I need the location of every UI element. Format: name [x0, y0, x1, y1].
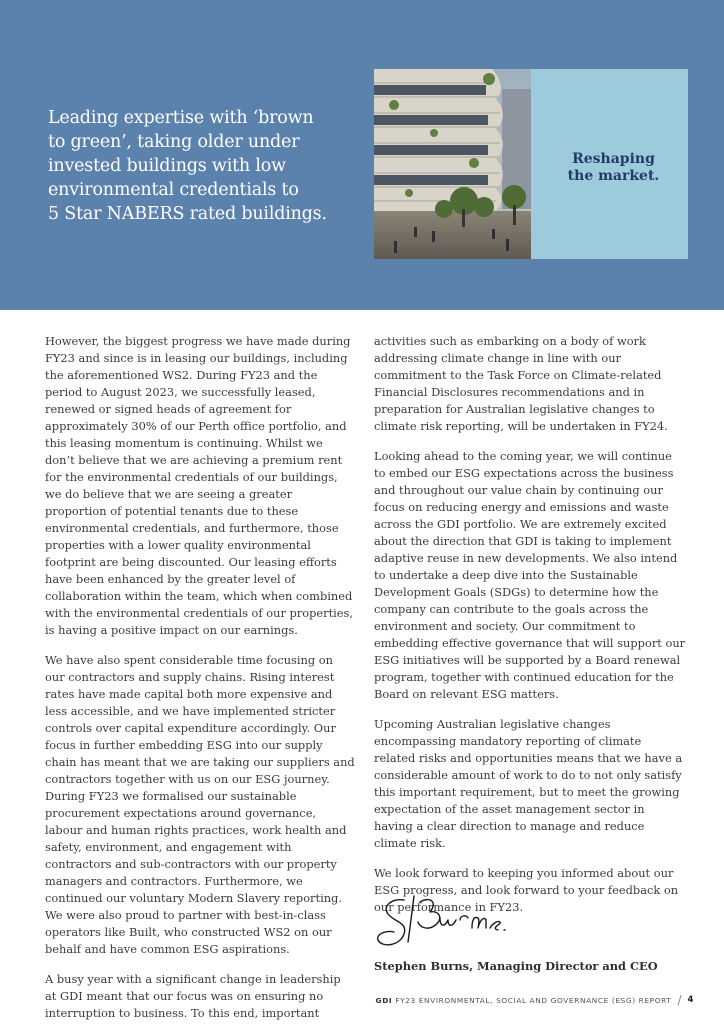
body-column-right [374, 333, 686, 929]
page-number: 4 [687, 995, 694, 1005]
footer-title: FY23 ENVIRONMENTAL, SOCIAL AND GOVERNANCE (ESG) REPORT [395, 995, 672, 1005]
building-photo [374, 69, 531, 259]
signer-name: Stephen Burns, Managing Director and CEO [374, 959, 658, 973]
paragraph: We have also spent considerable time focusing on our contractors and supply chains. Rising interest rates have made capital both more expensive and less accessible, and we have implemented stricter controls over capital expenditure accordingly. Our focus in further embedding ESG into our supply chain has meant that we are taking our suppliers and contractors together with us on our ESG journey. During FY23 we formalised our sustainable procurement expectations around governance, labour and human rights practices, work health and safety, environment, and engagement with contractors and sub-contractors with our property managers and contractors. Furthermore, we continued our voluntary Modern Slavery reporting. We were also proud to partner with best-in-class operators like Built, who constructed WS2 on our behalf and have common ESG aspirations. [45, 653, 355, 956]
paragraph: We look forward to keeping you informed about our ESG progress, and look forward to your feedback on our performance in FY23. [374, 866, 679, 914]
paragraph: However, the biggest progress we have made during FY23 and since is in leasing our buildings, including the aforementioned WS2. During FY23 and the period to August 2023, we successfully leased, renewed or signed heads of agreement for approximately 30% of our Perth office portfolio, and this leasing momentum is continuing. Whilst we don’t believe that we are achieving a premium rent for the environmental credentials of our buildings, we do believe that we are seeing a greater proportion of potential tenants due to these environmental credentials, and furthermore, those properties with a lower quality environmental footprint are being discounted. Our leasing efforts have been enhanced by the greater level of collaboration within the team, which when combined with the environmental credentials of our properties, is having a positive impact on our earnings. [45, 334, 354, 637]
paragraph: Upcoming Australian legislative changes encompassing mandatory reporting of climate related risks and opportunities means that we have a considerable amount of work to do to not only satisfy this important requirement, but to meet the growing expectation of the asset management sector in having a clear direction to manage and reduce climate risk. [374, 717, 683, 850]
body-column-left [45, 333, 355, 1035]
page-footer [376, 993, 694, 1007]
footer-brand: GDI [375, 995, 393, 1005]
paragraph: Looking ahead to the coming year, we will continue to embed our ESG expectations across the business and throughout our value chain by continuing our focus on reducing energy and emissions and waste across the GDI portfolio. We are extremely excited about the direction that GDI is taking to implement adaptive reuse in new developments. We also intend to undertake a deep dive into the Sustainable Development Goals (SDGs) to determine how the company can contribute to the goals across the environment and society. Our commitment to embedding effective governance that will support our ESG initiatives will be supported by a Board renewal program, together with continued education for the Board on relevant ESG matters. [374, 449, 686, 701]
callout-box [531, 69, 688, 259]
building-illustration [374, 69, 531, 259]
signature-text: SlBurns. [374, 955, 379, 956]
paragraph: activities such as embarking on a body of work addressing climate change in line with our commitment to the Task Force on Climate-related Financial Disclosures recommendations and in preparation for Australian legislative changes to climate risk reporting, will be undertaken in FY24. [374, 334, 668, 433]
signature-graphic [374, 892, 524, 956]
callout-text: Reshaping the market. [567, 151, 660, 184]
hero-headline: Leading expertise with ‘brown to green’, taking older under invested buildings with low environmental credentials to 5 Star NABERS rated buildings. [48, 108, 327, 224]
hero-banner [0, 0, 724, 310]
signature [374, 892, 524, 956]
paragraph: A busy year with a significant change in leadership at GDI meant that our focus was on ensuring no interruption to business. To this end, important [45, 972, 341, 1020]
footer-separator: / [677, 993, 682, 1007]
